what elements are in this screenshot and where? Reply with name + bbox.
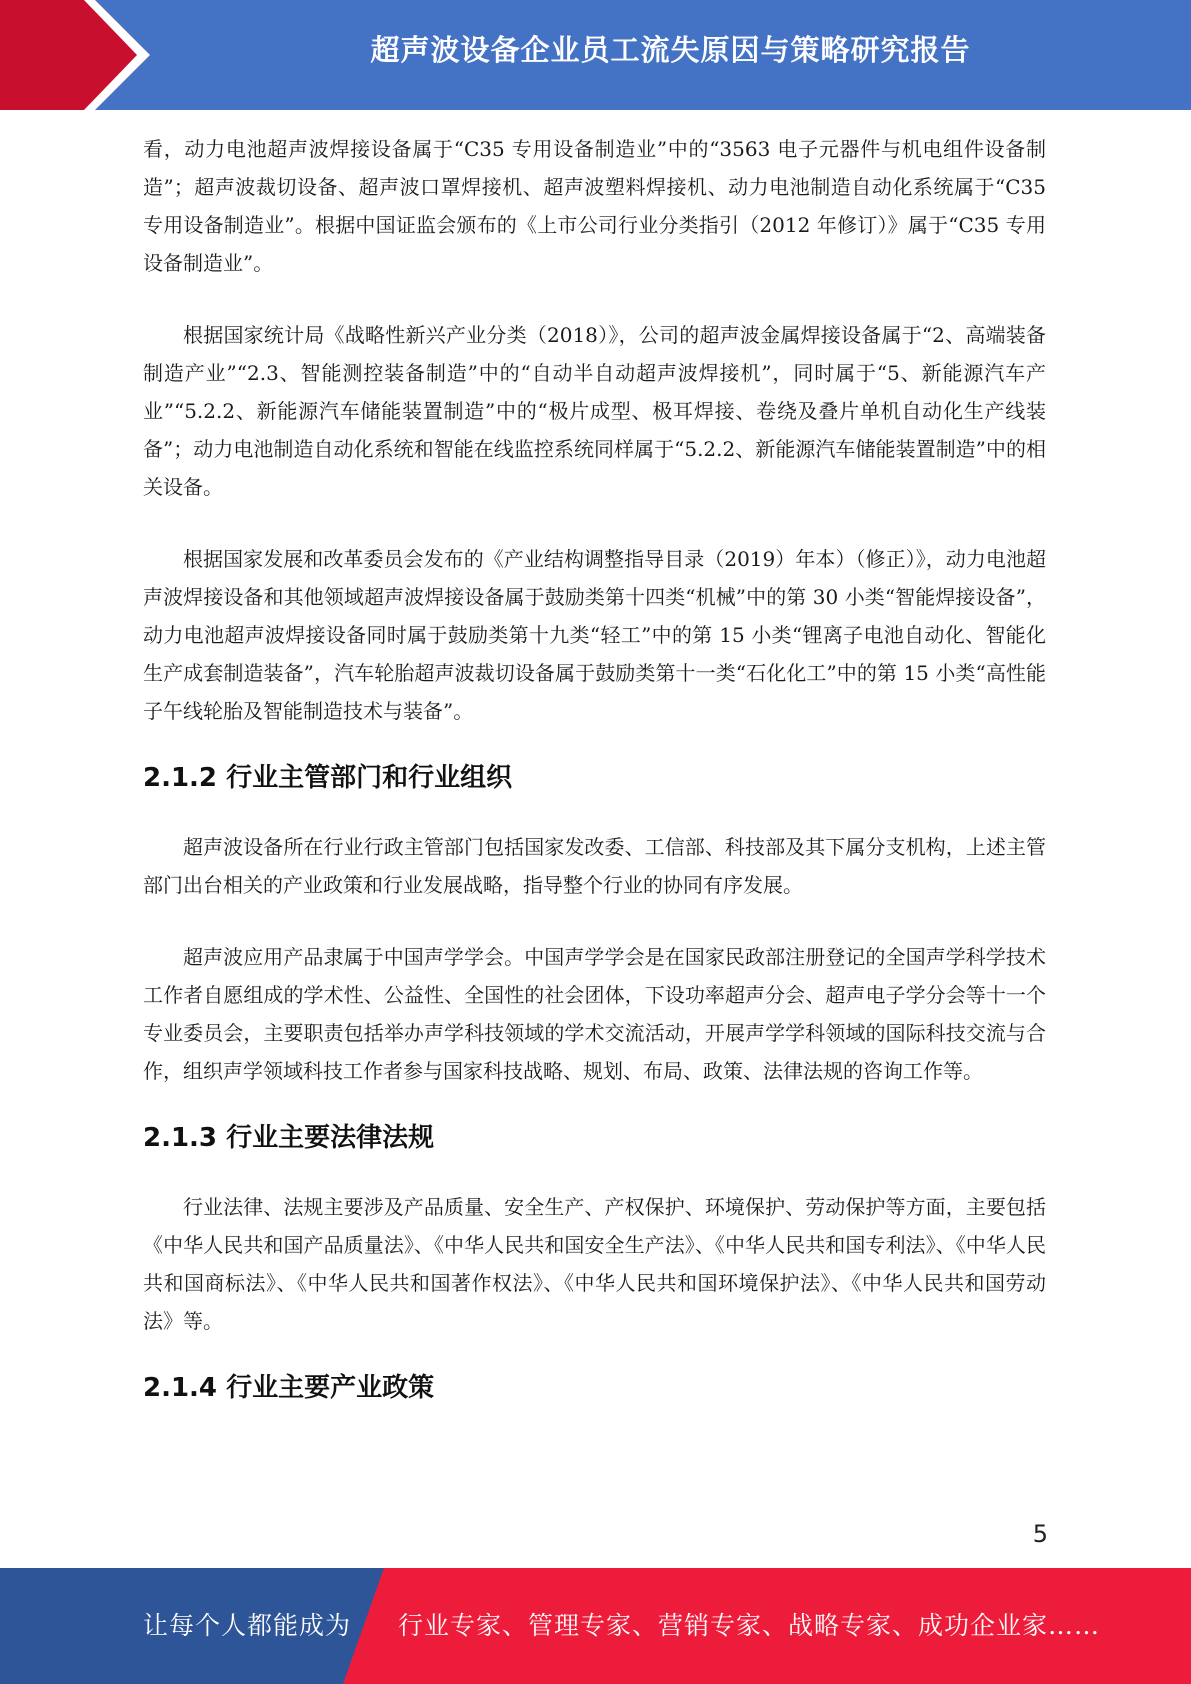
section-heading: 2.1.4 行业主要产业政策 xyxy=(143,1373,435,1403)
body-paragraph: 行业法律、法规主要涉及产品质量、安全生产、产权保护、环境保护、劳动保护等方面，主要包括《中华人民共和国产品质量法》、《中华人民共和国安全生产法》、《中华人民共和国专利法》、《中华人民共和国商标法》、《中华人民共和国著作权法》、《中华人民共和国环境保护法》、《中华人民共和国劳动法》等。 xyxy=(143,1195,1046,1333)
body-paragraph: 根据国家发展和改革委员会发布的《产业结构调整指导目录（2019）年本）（修正）》，动力电池超声波焊接设备和其他领域超声波焊接设备属于鼓励类第十四类“机械”中的第 30 小类“智能焊接设备”，动力电池超声波焊接设备同时属于鼓励类第十九类“轻工”中的第 15 小类“锂离子电池自动化、智能化生产成套制造装备”，汽车轮胎超声波裁切设备属于鼓励类第十一类“石化化工”中的第 15 小类“高性能子午线轮胎及智能制造技术与装备”。 xyxy=(143,547,1046,723)
footer-slogan-left: 让每个人都能成为 xyxy=(143,1611,352,1640)
page-number: 5 xyxy=(1032,1520,1048,1548)
section-heading: 2.1.3 行业主要法律法规 xyxy=(143,1123,435,1153)
section-heading: 2.1.2 行业主管部门和行业组织 xyxy=(143,763,513,793)
body-paragraph: 看，动力电池超声波焊接设备属于“C35 专用设备制造业”中的“3563 电子元器件与机电组件设备制造”；超声波裁切设备、超声波口罩焊接机、超声波塑料焊接机、动力电池制造自动化系统属于“C35 专用设备制造业”。根据中国证监会颁布的《上市公司行业分类指引（2012 年修订）》属于“C35 专用设备制造业”。 xyxy=(143,137,1046,275)
main-content xyxy=(143,130,1046,1438)
footer-banner xyxy=(0,1568,1191,1684)
report-title: 超声波设备企业员工流失原因与策略研究报告 xyxy=(370,33,971,67)
body-paragraph: 超声波设备所在行业行政主管部门包括国家发改委、工信部、科技部及其下属分支机构，上述主管部门出台相关的产业政策和行业发展战略，指导整个行业的协同有序发展。 xyxy=(143,835,1046,897)
header-banner xyxy=(0,0,1191,110)
footer-slogan-right: 行业专家、管理专家、营销专家、战略专家、成功企业家…… xyxy=(398,1611,1101,1640)
body-paragraph: 根据国家统计局《战略性新兴产业分类（2018）》，公司的超声波金属焊接设备属于“2、高端装备制造产业”“2.3、智能测控装备制造”中的“自动半自动超声波焊接机”，同时属于“5、新能源汽车产业”“5.2.2、新能源汽车储能装置制造”中的“极片成型、极耳焊接、卷绕及叠片单机自动化生产线装备”；动力电池制造自动化系统和智能在线监控系统同样属于“5.2.2、新能源汽车储能装置制造”中的相关设备。 xyxy=(143,323,1046,499)
body-paragraph: 超声波应用产品隶属于中国声学学会。中国声学学会是在国家民政部注册登记的全国声学科学技术工作者自愿组成的学术性、公益性、全国性的社会团体，下设功率超声分会、超声电子学分会等十一个专业委员会，主要职责包括举办声学科技领域的学术交流活动，开展声学学科领域的国际科技交流与合作，组织声学领域科技工作者参与国家科技战略、规划、布局、政策、法律法规的咨询工作等。 xyxy=(143,945,1046,1083)
